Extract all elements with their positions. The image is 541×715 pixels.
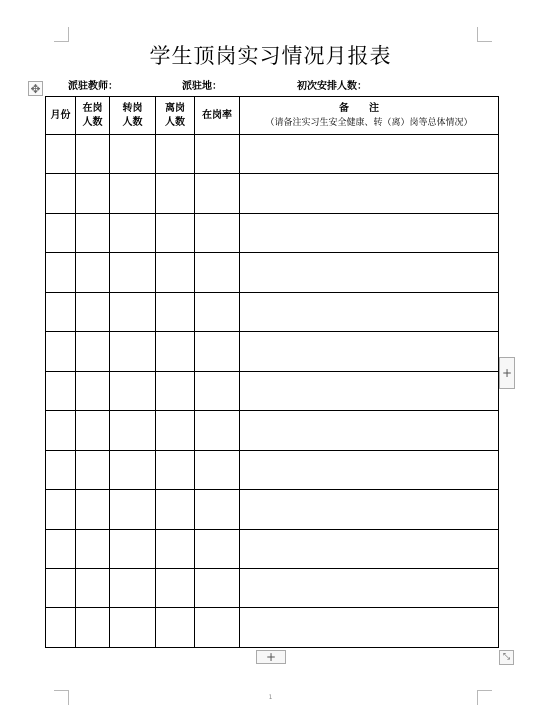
table-cell[interactable] [240,529,499,568]
table-cell[interactable] [156,490,195,529]
table-cell[interactable] [110,253,156,292]
table-cell[interactable] [46,490,76,529]
table-cell[interactable] [110,568,156,607]
add-row-button[interactable] [256,650,286,664]
table-header-row [46,97,499,135]
table-cell[interactable] [110,174,156,213]
table-cell[interactable] [240,371,499,410]
table-cell[interactable] [240,174,499,213]
table-cell[interactable] [195,411,240,450]
table-cell[interactable] [46,568,76,607]
table-row [46,135,499,174]
table-move-handle[interactable] [28,81,43,96]
table-cell[interactable] [156,568,195,607]
table-cell[interactable] [76,568,110,607]
table-cell[interactable] [195,529,240,568]
table-row [46,332,499,371]
table-cell[interactable] [195,174,240,213]
table-cell[interactable] [46,253,76,292]
table-cell[interactable] [46,135,76,174]
table-cell[interactable] [240,135,499,174]
table-row [46,253,499,292]
table-row [46,213,499,252]
table-row [46,174,499,213]
table-cell[interactable] [240,292,499,331]
table-cell[interactable] [240,568,499,607]
table-cell[interactable] [240,332,499,371]
table-cell[interactable] [195,332,240,371]
table-cell[interactable] [195,568,240,607]
table-cell[interactable] [76,332,110,371]
table-cell[interactable] [195,292,240,331]
table-row [46,490,499,529]
table-cell[interactable] [240,411,499,450]
table-cell[interactable] [46,174,76,213]
table-cell[interactable] [76,174,110,213]
table-cell[interactable] [46,371,76,410]
table-cell[interactable] [110,490,156,529]
table-cell[interactable] [76,450,110,489]
table-row [46,608,499,648]
location-label: 派驻地： [182,81,222,92]
table-cell[interactable] [46,292,76,331]
table-cell[interactable] [110,608,156,648]
plus-icon: + [265,650,277,664]
header-remarks: 备注 （请备注实习生安全健康、转（离）岗等总体情况） [240,97,499,135]
move-icon: ✥ [30,81,41,96]
table-row [46,371,499,410]
table-row [46,568,499,607]
table-cell[interactable] [156,253,195,292]
table-cell[interactable] [76,529,110,568]
table-cell[interactable] [110,292,156,331]
table-cell[interactable] [76,411,110,450]
teacher-label: 派驻教师： [68,81,118,92]
table-cell[interactable] [46,450,76,489]
table-cell[interactable] [195,135,240,174]
table-cell[interactable] [240,253,499,292]
table-cell[interactable] [156,213,195,252]
table-cell[interactable] [46,529,76,568]
table-cell[interactable] [110,332,156,371]
table-cell[interactable] [156,135,195,174]
header-transfer-count: 转岗 人数 [110,97,156,135]
initial-count-label: 初次安排人数： [297,81,367,92]
resize-icon: ⤡ [502,652,511,662]
table-cell[interactable] [156,371,195,410]
table-cell[interactable] [76,135,110,174]
table-cell[interactable] [240,490,499,529]
plus-icon: + [501,366,513,380]
table-cell[interactable] [110,371,156,410]
table-cell[interactable] [76,371,110,410]
header-on-duty-count: 在岗 人数 [76,97,110,135]
table-cell[interactable] [46,608,76,648]
table-cell[interactable] [156,292,195,331]
table-cell[interactable] [110,213,156,252]
table-cell[interactable] [46,332,76,371]
table-cell[interactable] [46,213,76,252]
page-number: 1 [268,694,273,701]
table-cell[interactable] [240,213,499,252]
table-resize-handle[interactable] [499,650,514,665]
header-month: 月份 [46,97,76,135]
table-cell[interactable] [110,135,156,174]
table-cell[interactable] [195,371,240,410]
table-cell[interactable] [240,450,499,489]
table-cell[interactable] [110,450,156,489]
table-cell[interactable] [76,608,110,648]
table-cell[interactable] [110,411,156,450]
add-column-button[interactable] [499,357,515,389]
table-cell[interactable] [46,411,76,450]
table-cell[interactable] [195,253,240,292]
table-cell[interactable] [156,411,195,450]
table-cell[interactable] [195,213,240,252]
table-cell[interactable] [156,529,195,568]
table-cell[interactable] [156,608,195,648]
table-row [46,529,499,568]
table-cell[interactable] [76,253,110,292]
table-cell[interactable] [195,608,240,648]
report-table [45,96,499,648]
table-cell[interactable] [156,450,195,489]
table-cell[interactable] [195,490,240,529]
table-cell[interactable] [76,292,110,331]
header-on-duty-rate: 在岗率 [195,97,240,135]
table-cell[interactable] [156,174,195,213]
table-row [46,292,499,331]
table-row [46,450,499,489]
document-title: 学生顶岗实习情况月报表 [149,44,392,68]
table-cell[interactable] [195,450,240,489]
table-cell[interactable] [156,332,195,371]
table-row [46,411,499,450]
table-cell[interactable] [240,608,499,648]
header-left-count: 离岗 人数 [156,97,195,135]
table-cell[interactable] [76,213,110,252]
table-cell[interactable] [76,490,110,529]
table-cell[interactable] [110,529,156,568]
